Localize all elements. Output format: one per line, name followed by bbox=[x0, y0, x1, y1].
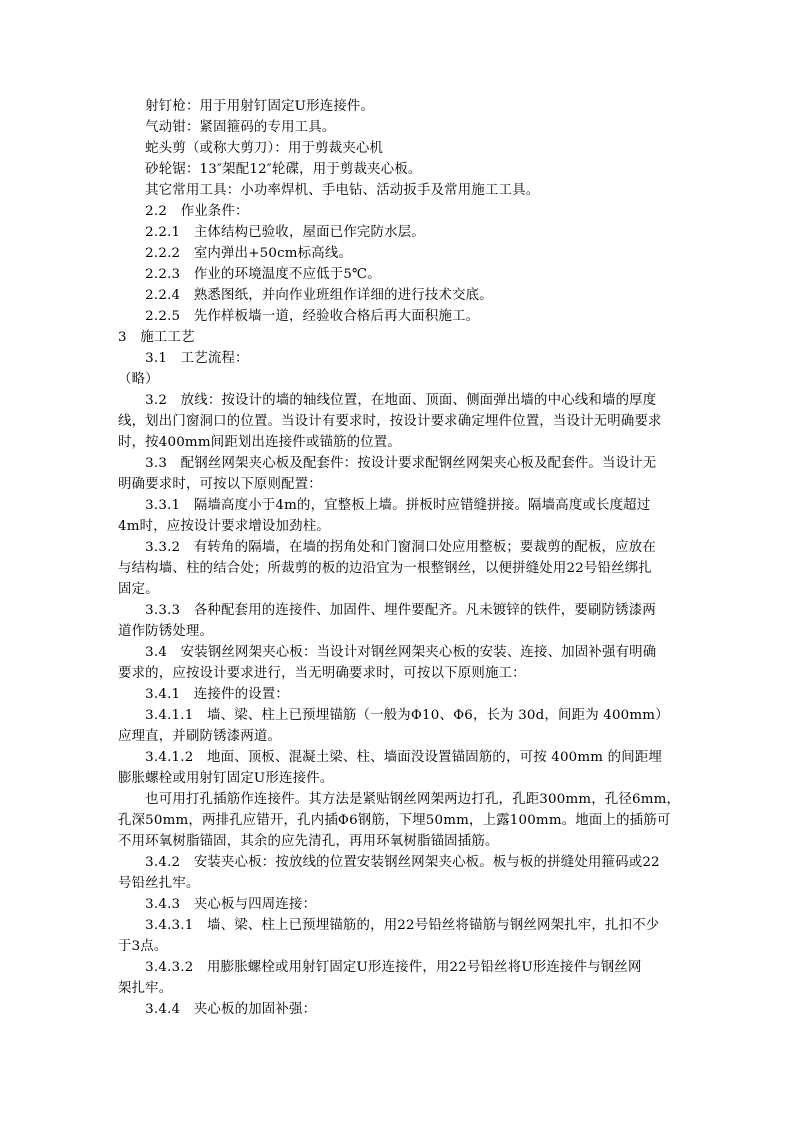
text-line: （略） bbox=[118, 372, 159, 387]
text-line: 3.4.3.2 用膨胀螺栓或用射钉固定U形连接件，用22号铅丝将U形连接件与钢丝网 bbox=[118, 960, 642, 975]
text-line: 于3点。 bbox=[118, 939, 168, 954]
text-line: 3.4.4 夹心板的加固补强： bbox=[118, 1002, 317, 1017]
text-line: 时，按400mm间距划出连接件或锚筋的位置。 bbox=[118, 435, 401, 450]
text-line: 2.2.2 室内弹出+50cm标高线。 bbox=[118, 246, 353, 261]
text-line: 其它常用工具：小功率焊机、手电钻、活动扳手及常用施工工具。 bbox=[118, 183, 540, 198]
text-line: 3.4.3 夹心板与四周连接： bbox=[118, 897, 317, 912]
text-line: 固定。 bbox=[118, 582, 159, 597]
text-line: 线，划出门窗洞口的位置。当设计有要求时，按设计要求确定埋件位置，当设计无明确要求 bbox=[118, 414, 662, 429]
section-heading: 2.2 作业条件： bbox=[118, 204, 249, 219]
text-line: 明确要求时，可按以下原则配置： bbox=[118, 477, 322, 492]
text-line: 3.4.3.1 墙、梁、柱上已预埋锚筋的，用22号铅丝将锚筋与钢丝网架扎牢，扎扣不少 bbox=[118, 918, 660, 933]
text-line: 3.4.2 安装夹心板：按放线的位置安装钢丝网架夹心板。板与板的拼缝处用箍码或22 bbox=[118, 855, 660, 870]
text-line: 射钉枪：用于用射钉固定U形连接件。 bbox=[118, 99, 375, 114]
text-line: 架扎牢。 bbox=[118, 981, 173, 996]
text-line: 也可用打孔插筋作连接件。其方法是紧贴钢丝网架两边打孔，孔距300mm，孔径6mm， bbox=[118, 792, 681, 807]
text-line: 3.3.1 隔墙高度小于4m的，宜整板上墙。拼板时应错缝拼接。隔墙高度或长度超过 bbox=[118, 498, 651, 513]
text-line: 孔深50mm，两排孔应错开，孔内插Φ6钢筋，下埋50mm，上露100mm。地面上的插筋可 bbox=[118, 813, 671, 828]
text-line: 蛇头剪（或称大剪刀）：用于剪裁夹心机 bbox=[118, 141, 384, 156]
section-heading: 3 施工工艺 bbox=[118, 330, 195, 345]
text-line: 2.2.1 主体结构已验收，屋面已作完防水层。 bbox=[118, 225, 425, 240]
text-line: 号铅丝扎牢。 bbox=[118, 876, 200, 891]
text-line: 2.2.4 熟悉图纸，并向作业班组作详细的进行技术交底。 bbox=[118, 288, 493, 303]
text-line: 3.3 配钢丝网架夹心板及配套件：按设计要求配钢丝网架夹心板及配套件。当设计无 bbox=[118, 456, 657, 471]
text-line: 道作防锈处理。 bbox=[118, 624, 214, 639]
text-line: 3.4 安装钢丝网架夹心板：当设计对钢丝网架夹心板的安装、连接、加固补强有明确 bbox=[118, 645, 657, 660]
text-line: 不用环氧树脂锚固，其余的应先清孔，再用环氧树脂锚固插筋。 bbox=[118, 834, 499, 849]
text-line: 3.2 放线：按设计的墙的轴线位置，在地面、顶面、侧面弹出墙的中心线和墙的厚度 bbox=[118, 393, 657, 408]
text-line: 砂轮锯：13″架配12″轮碟，用于剪裁夹心板。 bbox=[118, 162, 422, 177]
section-heading: 3.1 工艺流程： bbox=[118, 351, 249, 366]
text-line: 气动钳：紧固箍码的专用工具。 bbox=[118, 120, 336, 135]
text-line: 3.3.3 各种配套用的连接件、加固件、埋件要配齐。凡未镀锌的铁件，要刷防锈漆两 bbox=[118, 603, 656, 618]
text-line: 3.3.2 有转角的隔墙，在墙的拐角处和门窗洞口处应用整板；要裁剪的配板，应放在 bbox=[118, 540, 656, 555]
text-line: 2.2.5 先作样板墙一道，经验收合格后再大面积施工。 bbox=[118, 309, 480, 324]
text-line: 应理直，并刷防锈漆两道。 bbox=[118, 729, 282, 744]
text-line: 3.4.1.1 墙、梁、柱上已预埋锚筋（一般为Φ10、Φ6，长为 30d，间距为 400mm） bbox=[118, 708, 669, 723]
text-line: 4m时，应按设计要求增设加劲柱。 bbox=[118, 519, 330, 534]
text-line: 3.4.1 连接件的设置： bbox=[118, 687, 289, 702]
text-line: 3.4.1.2 地面、顶板、混凝土梁、柱、墙面没设置锚固筋的，可按 400mm 的间距埋 bbox=[118, 750, 663, 765]
text-line: 要求的，应按设计要求进行，当无明确要求时，可按以下原则施工： bbox=[118, 666, 526, 681]
text-line: 2.2.3 作业的环境温度不应低于5℃。 bbox=[118, 267, 381, 282]
text-line: 与结构墙、柱的结合处；所裁剪的板的边沿宜为一根整钢丝，以便拼缝处用22号铅丝绑扎 bbox=[118, 561, 652, 576]
text-line: 膨胀螺栓或用射钉固定U形连接件。 bbox=[118, 771, 334, 786]
